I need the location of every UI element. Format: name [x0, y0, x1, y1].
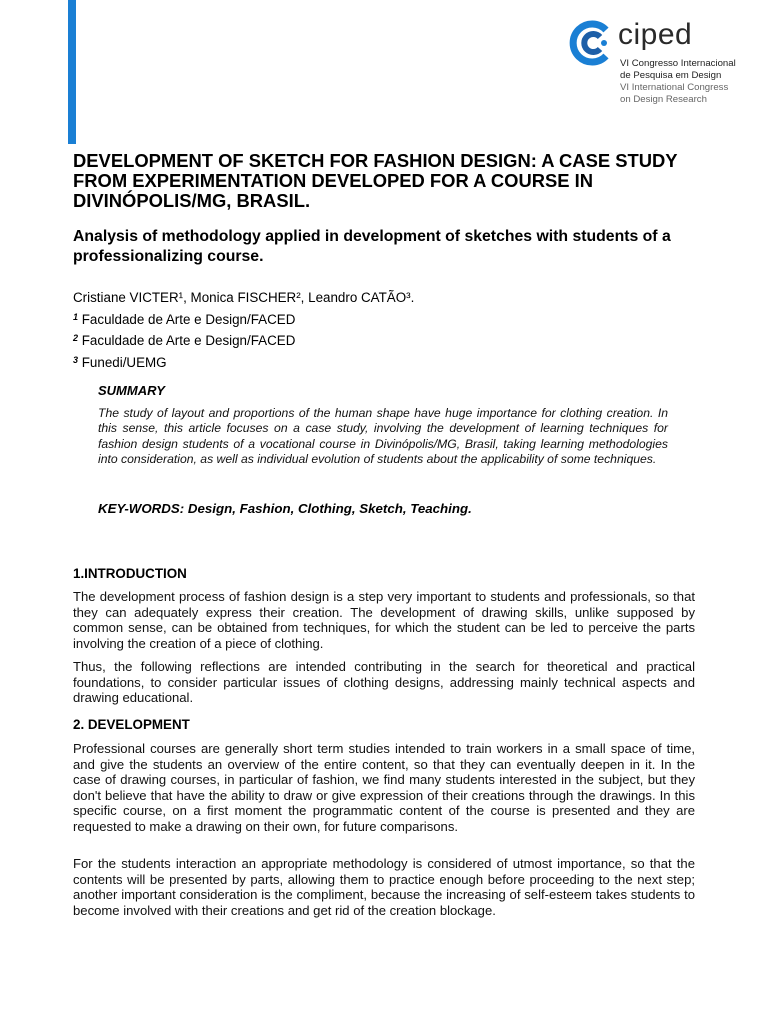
affiliation-3: [73, 351, 414, 373]
summary-heading: SUMMARY: [98, 383, 165, 398]
summary-text: The study of layout and proportions of the human shape have huge importance for clothing creation. In this sense, this article focuses on a case study, involving the development of learning techniques for fashion design students of a vocational course in Divinópolis/MG, Brasil, taking learning methodologies into consideration, as well as individual evolution of students about the applicability of some techniques.: [98, 406, 668, 466]
logo-line-2: de Pesquisa em Design: [620, 70, 722, 81]
introduction-paragraph-2: Thus, the following reflections are intended contributing in the search for theoretical and practical foundations, to consider particular issues of clothing designs, addressing mainly technical aspects and drawing educational.: [73, 659, 695, 706]
summary-section: [98, 382, 668, 467]
affiliation-number: 2: [73, 333, 79, 343]
development-paragraph-2: For the students interaction an appropriate methodology is considered of utmost importance, so that the contents will be presented by parts, allowing them to practice enough before proceeding to the next step; another important consideration is the compliment, because the increasing of self-esteem takes students to become involved with their creations and get rid of the creation blockage.: [73, 856, 695, 918]
ciped-logo-word: ciped: [618, 18, 693, 51]
ciped-logo-mark-icon: [568, 20, 614, 66]
affiliation-text: Funedi/UEMG: [81, 354, 167, 370]
logo-line-3: VI International Congress: [620, 82, 729, 93]
authors-block: [73, 289, 414, 372]
affiliation-number: 3: [73, 354, 79, 365]
introduction-paragraph-1: The development process of fashion design is a step very important to students and professionals, so that they can adequately express their creation. The development of drawing skills, unlike supposed by common sense, can be obtained from techniques, for which the student can be led to perceive the parts involving the creation of a piece of clothing.: [73, 589, 695, 651]
affiliation-1: [73, 308, 414, 330]
logo-line-4: on Design Research: [620, 94, 707, 105]
section-heading-introduction: 1.INTRODUCTION: [73, 566, 187, 581]
paper-subtitle: Analysis of methodology applied in development of sketches with students of a professionalizing course.: [73, 228, 671, 265]
development-paragraph-1: Professional courses are generally short term studies intended to train workers in a small space of time, and give the students an overview of the entire content, so that they can eventually deepen in it. In the case of drawing courses, in particular of fashion, we find many students interested in the subject, but they don't believe that have the ability to draw or give expression of their creations through the drawings. In this specific course, on a first moment the programmatic content of the course is presented and they are requested to make a drawing on their own, for future comparisons.: [73, 741, 695, 834]
affiliation-2: [73, 329, 414, 351]
paper-title: DEVELOPMENT OF SKETCH FOR FASHION DESIGN: A CASE STUDY FROM EXPERIMENTATION DEVELOPED FOR A COURSE IN DIVINÓPOLIS/MG, BRASIL.: [73, 150, 678, 211]
accent-side-bar: [68, 0, 76, 144]
logo-congress-lines: [620, 58, 736, 106]
author-line: Cristiane VICTER¹, Monica FISCHER², Leandro CATÃO³.: [73, 290, 415, 305]
affiliation-number: 1: [73, 311, 79, 322]
affiliation-text: Faculdade de Arte e Design/FACED: [81, 333, 296, 348]
logo-line-1: VI Congresso Internacional: [620, 58, 736, 69]
section-heading-development: 2. DEVELOPMENT: [73, 717, 190, 732]
affiliation-text: Faculdade de Arte e Design/FACED: [81, 311, 296, 327]
ciped-logo: [568, 16, 758, 116]
keywords-line: KEY-WORDS: Design, Fashion, Clothing, Sketch, Teaching.: [98, 501, 472, 516]
